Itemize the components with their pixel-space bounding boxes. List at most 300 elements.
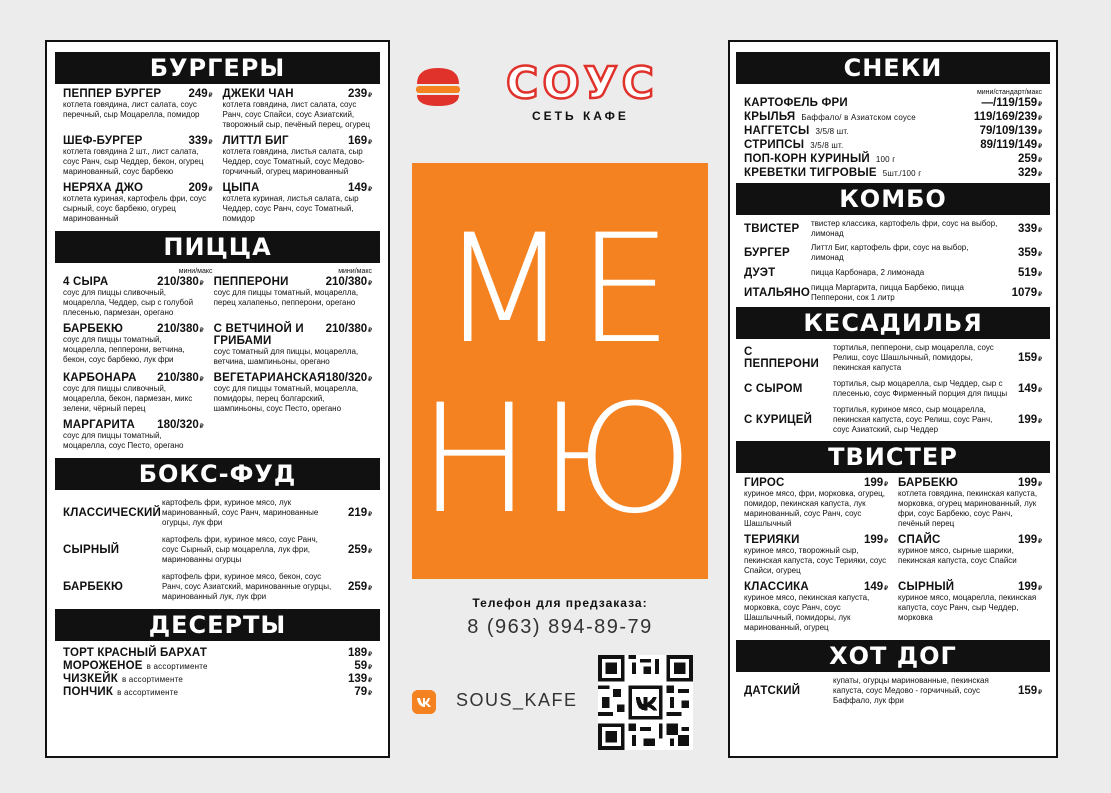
currency-sign: ₽ (368, 586, 372, 592)
item-name: ДУЭТ (744, 267, 776, 279)
price-group (1018, 153, 1042, 165)
currency-sign: ₽ (199, 424, 204, 430)
item-name: С ВЕТЧИНОЙ И ГРИБАМИ (213, 323, 304, 347)
item-head (214, 276, 372, 288)
item-name: ТЕРИЯКИ (744, 534, 800, 546)
price-group (188, 135, 212, 147)
item-price: 149 (1017, 383, 1038, 395)
menu-item[interactable] (214, 323, 372, 367)
price-group (980, 125, 1042, 137)
menu-item[interactable] (744, 97, 1042, 109)
item-price: 210/380 (157, 276, 199, 288)
item-name: ТОРТ КРАСНЫЙ БАРХАТ (63, 647, 208, 659)
currency-sign: ₽ (208, 187, 213, 193)
menu-item[interactable] (744, 153, 1042, 165)
price-group (1012, 352, 1042, 364)
item-description: тортилья, куриное мясо, сыр моцарелла, пекинская капуста, соус Релиш, соус Ранч, соус Азиатский, сыр Чеддер (833, 405, 993, 434)
menu-item[interactable] (223, 182, 373, 224)
item-price: 199 (1017, 414, 1038, 426)
phone-number[interactable]: 8 (963) 894-89-79 (467, 616, 653, 638)
currency-sign: ₽ (1038, 539, 1042, 545)
item-price: 210/380 (157, 372, 199, 384)
item-note: в ассортименте (121, 675, 183, 684)
currency-sign: ₽ (368, 140, 372, 146)
price-group (157, 419, 203, 431)
item-price: 249 (188, 88, 208, 100)
item-name: МАРГАРИТА (63, 419, 135, 431)
item-name: НАГГЕТСЫ (744, 125, 810, 137)
item-price: 199 (1017, 534, 1038, 546)
currency-sign: ₽ (1038, 116, 1042, 122)
item-price: 210/380 (325, 276, 368, 288)
item-description: куриное мясо, пекинская капуста, морковка, соус Ранч, соус Шашлычный, помидоры, лук маринованный, огурец (744, 593, 870, 632)
menu-item[interactable] (223, 88, 373, 130)
price-group (348, 182, 372, 194)
price-group (348, 673, 372, 685)
price-group (974, 111, 1042, 123)
item-name: БАРБЕКЮ (898, 477, 959, 489)
currency-sign: ₽ (1038, 690, 1042, 696)
price-group (1018, 477, 1042, 489)
item-head (744, 477, 888, 489)
price-group (1018, 167, 1042, 179)
price-group (864, 581, 888, 593)
item-description: куриное мясо, сырные шарики, пекинская капуста, соус Спайси (898, 546, 1017, 565)
currency-sign: ₽ (1038, 272, 1042, 278)
item-price: 259 (347, 544, 368, 556)
price-group (982, 97, 1042, 109)
price-group (864, 477, 888, 489)
item-description: котлета куриная, листья салата, сыр Чеддер, соус Ранч, соус Томатный, помидор (222, 194, 359, 223)
price-group (864, 534, 888, 546)
currency-sign: ₽ (1038, 130, 1042, 136)
item-price: 519 (1017, 267, 1038, 279)
item-name: СПАЙС (898, 534, 941, 546)
menu-item[interactable] (63, 182, 213, 224)
price-group (980, 139, 1042, 151)
menu-word-line2: НЮ (418, 373, 702, 547)
menu-item[interactable] (744, 125, 1042, 137)
brand-wordmark (482, 60, 682, 106)
menu-title-block (412, 163, 708, 579)
item-name: ШЕФ-БУРГЕР (63, 135, 143, 147)
item-head (898, 477, 1042, 489)
currency-sign: ₽ (199, 328, 204, 334)
price-group (1018, 534, 1042, 546)
burgers-header: БУРГЕРЫ (55, 52, 380, 84)
item-head (63, 88, 213, 100)
menu-item[interactable] (63, 88, 213, 130)
currency-sign: ₽ (1038, 388, 1042, 394)
item-price: 149 (863, 581, 884, 593)
boxfood-list (63, 494, 372, 602)
item-name: КЛАССИКА (744, 581, 809, 593)
item-head (898, 581, 1042, 593)
item-description: соус для пиццы сливочный, моцарелла, Чеддер, сыр с голубой плесенью, пармезан, орегано (63, 288, 194, 317)
item-description: куриное мясо, фри, морковка, огурец, помидор, пекинская капуста, лук маринованный, соус Ранч, соус Шашлычный (744, 489, 885, 528)
item-description: котлета говядина, пекинская капуста, морковка, огурец маринованный, лук фри, соус Барбекю, соус Ранч, печёный перец (898, 489, 1038, 528)
burger-logo-icon (413, 66, 463, 108)
combo-header: КОМБО (736, 183, 1050, 215)
item-description: соус для пиццы сливочный, моцарелла, бекон, пармезан, микс зелени, чёрный перец (63, 384, 193, 413)
item-head (63, 182, 213, 194)
pizza-header: ПИЦЦА (55, 231, 380, 263)
menu-item[interactable] (744, 283, 1042, 303)
menu-item[interactable] (63, 498, 372, 528)
brand-tagline: СЕТЬ КАФЕ (532, 109, 629, 123)
currency-sign: ₽ (199, 377, 204, 383)
menu-item[interactable] (744, 534, 888, 576)
price-group (1006, 247, 1042, 259)
item-name: СЫРНЫЙ (898, 581, 955, 593)
item-description: котлета говядина, лист салата, соус перечный, сыр Моцарелла, помидор (63, 100, 200, 119)
price-group (188, 182, 212, 194)
vk-handle[interactable]: SOUS_KAFE (456, 690, 578, 710)
currency-sign: ₽ (1038, 586, 1042, 592)
item-name: ДЖЕКИ ЧАН (222, 88, 294, 100)
price-group (348, 88, 372, 100)
price-group (340, 507, 372, 519)
item-price: 339 (188, 135, 208, 147)
item-name: СЫРНЫЙ (63, 544, 120, 556)
currency-sign: ₽ (368, 281, 372, 287)
currency-sign: ₽ (208, 140, 213, 146)
price-group (354, 660, 372, 672)
price-group (348, 647, 372, 659)
item-description: котлета куриная, картофель фри, соус сырный, соус барбекю, огурец маринованный (63, 194, 207, 223)
item-price: 219 (347, 507, 368, 519)
vk-icon[interactable] (412, 690, 436, 714)
item-price: 119/169/239 (973, 111, 1038, 123)
item-name-group (63, 686, 178, 698)
item-name: ГИРОС (744, 477, 785, 489)
item-head (223, 135, 373, 147)
item-note: в ассортименте (117, 688, 179, 697)
currency-sign: ₽ (368, 328, 372, 334)
left-menu-panel (45, 40, 390, 758)
menu-item[interactable] (744, 379, 1042, 399)
price-group (354, 686, 372, 698)
item-price: 59 (354, 660, 368, 672)
item-description: пицца Маргарита, пицца Барбекю, пицца Пепперони, сок 1 литр (811, 283, 964, 302)
item-price: 210/380 (325, 323, 368, 335)
hotdog-list (744, 676, 1042, 706)
item-head (63, 323, 204, 335)
currency-sign: ₽ (368, 691, 372, 697)
currency-sign: ₽ (1038, 102, 1042, 108)
currency-sign: ₽ (1038, 357, 1042, 363)
item-name: ЛИТТЛ БИГ (222, 135, 289, 147)
item-name: ПОП-КОРН КУРИНЫЙ (744, 153, 870, 165)
currency-sign: ₽ (368, 377, 372, 383)
price-group (188, 88, 212, 100)
item-price: 169 (347, 135, 368, 147)
item-note: в ассортименте (146, 662, 208, 671)
item-head (63, 419, 204, 431)
item-price: 339 (1017, 223, 1038, 235)
item-description: соус для пиццы томатный, моцарелла, соус Песто, орегано (63, 431, 184, 450)
menu-item[interactable] (898, 477, 1042, 529)
item-name: БАРБЕКЮ (63, 581, 124, 593)
item-description: соус для пиццы томатный, моцарелла, помидоры, перец болгарский, шампиньоны, соус Песто, орегано (213, 384, 359, 413)
currency-sign: ₽ (368, 512, 372, 518)
item-description: Литтл Биг, картофель фри, соус на выбор, лимонад (811, 243, 969, 262)
item-head (63, 135, 213, 147)
item-head (223, 182, 373, 194)
item-note: 3/5/8 шт. (815, 127, 849, 136)
menu-item[interactable] (63, 673, 372, 685)
quesadilla-header: КЕСАДИЛЬЯ (736, 307, 1050, 339)
currency-sign: ₽ (1038, 419, 1042, 425)
item-name: КРЫЛЬЯ (744, 111, 796, 123)
item-price: 199 (1017, 581, 1038, 593)
item-name: С ПЕППЕРОНИ (744, 346, 819, 370)
item-price: 79/109/139 (979, 125, 1038, 137)
currency-sign: ₽ (1038, 144, 1042, 150)
pizza-size-note: мини/макс (338, 268, 372, 275)
item-price: 259 (1017, 153, 1038, 165)
currency-sign: ₽ (1038, 482, 1042, 488)
currency-sign: ₽ (368, 652, 372, 658)
item-name: ДАТСКИЙ (744, 685, 801, 697)
item-name: ЦЫПА (222, 182, 260, 194)
menu-item[interactable] (744, 219, 1042, 239)
item-note: 100 г (875, 155, 896, 164)
right-menu-panel (728, 40, 1058, 758)
item-name-group (744, 97, 854, 109)
item-price: 159 (1017, 685, 1038, 697)
item-head (898, 534, 1042, 546)
price-group (1018, 581, 1042, 593)
item-name-group (63, 660, 208, 672)
currency-sign: ₽ (368, 665, 372, 671)
currency-sign: ₽ (1038, 228, 1042, 234)
price-group (340, 581, 372, 593)
item-price: 239 (347, 88, 368, 100)
price-group (157, 323, 203, 335)
item-name: ТВИСТЕР (744, 223, 800, 235)
item-head (63, 276, 204, 288)
item-price: 149 (347, 182, 368, 194)
item-name: 4 СЫРА (63, 276, 109, 288)
brand-name: СОУС (506, 60, 658, 106)
item-name: С СЫРОМ (744, 383, 803, 395)
price-group (1006, 267, 1042, 279)
item-price: —/119/159 (981, 97, 1038, 109)
item-name: ПЕППЕРОНИ (213, 276, 289, 288)
item-description: соус для пиццы томатный, моцарелла, перец халапеньо, пепперони, орегано (213, 288, 359, 307)
menu-item[interactable] (223, 135, 373, 177)
pizza-list (63, 276, 372, 456)
currency-sign: ₽ (368, 93, 372, 99)
item-head (63, 372, 204, 384)
item-description: картофель фри, куриное мясо, бекон, соус Ранч, соус Азиатский, маринованные огурцы, маринованный лук, лук фри (162, 572, 332, 601)
item-price: 159 (1017, 352, 1038, 364)
item-head (744, 534, 888, 546)
price-group (1012, 414, 1042, 426)
item-price: 199 (863, 477, 884, 489)
menu-item[interactable] (744, 343, 1042, 373)
price-group (326, 372, 372, 384)
menu-item[interactable] (63, 276, 204, 318)
item-description: тортилья, сыр моцарелла, сыр Чеддер, сыр с плесенью, соус Фирменный порция для пиццы (833, 379, 1008, 398)
item-price: 329 (1017, 167, 1038, 179)
item-price: 210/380 (157, 323, 199, 335)
item-description: котлета говядина 2 шт., лист салата, соус Ранч, сыр Чеддер, бекон, огурец маринованный, соус барбекю (63, 147, 204, 176)
item-head (214, 323, 372, 347)
item-head (223, 88, 373, 100)
price-group (157, 372, 203, 384)
price-group (157, 276, 203, 288)
price-group (326, 323, 372, 335)
item-name: КРЕВЕТКИ ТИГРОВЫЕ (744, 167, 877, 179)
item-description: пицца Карбонара, 2 лимонада (811, 268, 925, 277)
menu-item[interactable] (898, 534, 1042, 576)
menu-item[interactable] (63, 535, 372, 565)
item-name: ЧИЗКЕЙК (63, 673, 118, 685)
menu-item[interactable] (63, 647, 372, 659)
menu-item[interactable] (744, 267, 1042, 279)
menu-item[interactable] (744, 167, 1042, 179)
price-group (1006, 223, 1042, 235)
item-name-group (744, 153, 895, 165)
menu-item[interactable] (63, 660, 372, 672)
price-group (326, 276, 372, 288)
item-description: котлета говядина, листья салата, сыр Чеддер, соус Томатный, соус Медово-горчичный, огурец маринованный (222, 147, 365, 176)
boxfood-header: БОКС-ФУД (55, 458, 380, 490)
menu-item[interactable] (63, 572, 372, 602)
item-name-group (744, 111, 916, 123)
menu-item[interactable] (63, 419, 204, 451)
item-price: 359 (1017, 247, 1038, 259)
item-description: котлета говядина, лист салата, соус Ранч, соус Спайси, соус Азиатский, творожный сыр, печёный перец, огурец (222, 100, 370, 129)
item-price: 89/119/149 (980, 139, 1038, 151)
currency-sign: ₽ (884, 539, 888, 545)
snacks-list (744, 97, 1042, 179)
currency-sign: ₽ (1038, 252, 1042, 258)
item-description: куриное мясо, моцарелла, пекинская капуста, соус Ранч, сыр Чеддер, морковка (898, 593, 1037, 622)
item-price: 199 (1017, 477, 1038, 489)
menu-item[interactable] (214, 276, 372, 318)
item-description: соус томатный для пиццы, моцарелла, ветчина, шампиньоны, орегано (213, 347, 359, 366)
item-name-group (744, 167, 921, 179)
item-description: соус для пиццы томатный, моцарелла, пепперони, ветчина, бекон, соус барбекю, лук фри (63, 335, 185, 364)
item-name: МОРОЖЕНОЕ (63, 660, 143, 672)
quesadilla-list (744, 343, 1042, 435)
menu-item[interactable] (744, 676, 1042, 706)
price-group (1006, 287, 1042, 299)
item-name: ИТАЛЬЯНО (744, 287, 811, 299)
price-group (348, 135, 372, 147)
item-price: 209 (188, 182, 208, 194)
item-description: картофель фри, куриное мясо, лук маринованный, соус Ранч, маринованные огурцы, лук фри (162, 498, 319, 527)
item-note: 3/5/8 шт. (810, 141, 844, 150)
item-price: 180/320 (157, 419, 199, 431)
item-name: С КУРИЦЕЙ (744, 414, 813, 426)
currency-sign: ₽ (884, 586, 888, 592)
pizza-size-note: мини/макс (178, 268, 213, 275)
price-group (1012, 685, 1042, 697)
item-price: 259 (347, 581, 368, 593)
hotdog-header: ХОТ ДОГ (736, 640, 1050, 672)
item-price: 139 (347, 673, 368, 685)
price-group (1012, 383, 1042, 395)
desserts-list (63, 645, 372, 698)
currency-sign: ₽ (1038, 158, 1042, 164)
item-name: НЕРЯХА ДЖО (63, 182, 144, 194)
item-head (214, 372, 372, 384)
currency-sign: ₽ (199, 281, 204, 287)
item-price: 199 (863, 534, 884, 546)
menu-item[interactable] (744, 405, 1042, 435)
menu-item[interactable] (744, 581, 888, 633)
snacks-size-note: мини/стандарт/макс (976, 89, 1042, 96)
item-description: куриное мясо, творожный сыр, пекинская капуста, соус Терияки, соус Спайси, огурец (744, 546, 887, 575)
burgers-list (63, 88, 372, 229)
desserts-header: ДЕСЕРТЫ (55, 609, 380, 641)
menu-item[interactable] (744, 477, 888, 529)
item-name-group (744, 125, 849, 137)
item-note: Баффало/ в Азиатском соусе (801, 113, 916, 122)
menu-item[interactable] (898, 581, 1042, 633)
item-head (744, 581, 888, 593)
item-price: 1079 (1011, 287, 1038, 299)
menu-word-line1: МЕ (439, 203, 681, 377)
item-price: 79 (354, 686, 368, 698)
item-name-group (63, 673, 183, 685)
item-description: тортилья, пепперони, сыр моцарелла, соус Релиш, соус Шашлычный, помидоры, пекинская капуста (833, 343, 994, 372)
item-name: ПОНЧИК (63, 686, 114, 698)
snacks-header: СНЕКИ (736, 52, 1050, 84)
menu-item[interactable] (744, 139, 1042, 151)
currency-sign: ₽ (368, 187, 372, 193)
item-name: ПЕППЕР БУРГЕР (63, 88, 162, 100)
item-name-group (744, 139, 843, 151)
price-group (340, 544, 372, 556)
menu-item[interactable] (63, 135, 213, 177)
menu-item[interactable] (744, 243, 1042, 263)
item-price: 180/320 (325, 372, 368, 384)
currency-sign: ₽ (368, 549, 372, 555)
pizza-size-notes (63, 267, 372, 276)
twister-list (744, 477, 1042, 638)
item-description: картофель фри, куриное мясо, соус Ранч, соус Сырный, сыр моцарелла, лук фри, маринованны огурцы (162, 535, 318, 564)
menu-item[interactable] (63, 372, 204, 414)
menu-item[interactable] (63, 323, 204, 367)
combo-list (744, 219, 1042, 303)
twister-header: ТВИСТЕР (736, 441, 1050, 473)
item-name: КАРТОФЕЛЬ ФРИ (744, 97, 848, 109)
qr-code-icon[interactable] (598, 655, 693, 750)
item-name: КАРБОНАРА (63, 372, 137, 384)
item-note: 5шт./100 г (882, 169, 922, 178)
menu-item[interactable] (214, 372, 372, 414)
menu-item[interactable] (63, 686, 372, 698)
item-description: твистер классика, картофель фри, соус на выбор, лимонад (811, 219, 998, 238)
phone-label: Телефон для предзаказа: (472, 596, 648, 610)
item-name: КЛАССИЧЕСКИЙ (63, 507, 161, 519)
currency-sign: ₽ (1038, 172, 1042, 178)
currency-sign: ₽ (368, 678, 372, 684)
item-name: СТРИПСЫ (744, 139, 805, 151)
item-name: БУРГЕР (744, 247, 790, 259)
item-name-group (63, 647, 211, 659)
currency-sign: ₽ (884, 482, 888, 488)
item-name: БАРБЕКЮ (63, 323, 124, 335)
item-name: ВЕГЕТАРИАНСКАЯ (213, 372, 326, 384)
item-price: 189 (347, 647, 368, 659)
menu-item[interactable] (744, 111, 1042, 123)
